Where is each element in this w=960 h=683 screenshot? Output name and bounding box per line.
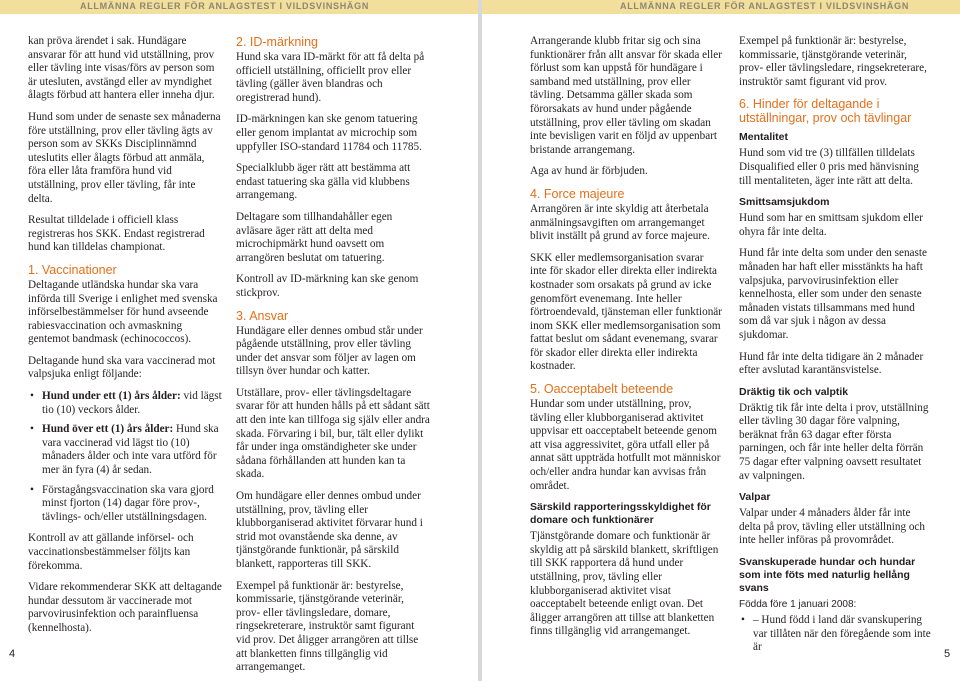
subheading-valpar: Valpar [739, 491, 771, 504]
paragraph: Dräktig tik får inte delta i prov, utställning eller tävling 30 dagar före valpning, beräknat från 63 dagar efter första parningen, och får inte heller delta förrän 75 dagar efter valpning oavsett resultatet av valpningen. [739, 401, 929, 482]
paragraph: Specialklubb äger rätt att bestämma att endast tatuering ska gälla vid klubbens arrangemang. [236, 162, 411, 202]
paragraph: Hund får inte delta som under den senaste månaden har haft eller misstänkts ha haft valpsjuka, parvovirusinfektion eller kennelhosta, eller som under den senaste månaden vistats tillsammans med hund som då var sjuk i någon av dessa sjukdomar. [739, 247, 927, 341]
paragraph: Arrangerande klubb fritar sig och sina funktionärer från allt ansvar för skada eller förlust som kan uppstå för hundägare i samband med utställning, prov eller tävling. Detsamma gäller skada som förorsakats av hund under pågående utställning, prov eller tävling om skadan inte bevisligen varit en följd av uppenbart bristande arrangemang. [530, 35, 722, 156]
list-item [28, 390, 222, 417]
paragraph: Hund som under de senaste sex månaderna före utställning, prov eller tävling ägts av person som av SKKs Disciplinnämnd uteslutits eller ålagts förbud att anmäla, föra eller låta framföra hund vid utställning, prov eller tävling, får inte delta. [28, 110, 221, 205]
paragraph: Vidare rekommenderar SKK att deltagande hundar dessutom är vaccinerade mot parvovirusinfektion och parainfluensa (kennelhosta). [28, 581, 222, 634]
paragraph: Hundar som under utställning, prov, tävling eller klubborganiserad aktivitet uppvisar ett oacceptabelt beteende genom att visa aggressivitet, göra utfall eller på annat sätt uppträda hotfullt mot människor och/eller andra hundar kan avvisas från området. [530, 398, 721, 492]
paragraph: Hund som vid tre (3) tillfällen tilldelats Disqualified eller 0 pris med hänvisning till mentaliteten, äger inte rätt att delta. [739, 147, 919, 187]
paragraph: Tjänstgörande domare och funktionär är skyldig att på särskild blankett, skriftligen till SKK rapportera då hund under utställning, prov, tävling eller klubborganiserad aktivitet visat oacceptabelt beteende enligt ovan. Det åligger arrangören att tillse att blanketten finns tillgänglig vid arrangemanget. [530, 530, 719, 638]
page-spine [478, 0, 482, 681]
bullet-icon: • [30, 390, 34, 403]
paragraph: ID-märkningen kan ske genom tatuering eller genom implantat av microchip som uppfyller ISO-standard 11784 och 11785. [236, 113, 422, 153]
list-item-text: vid lägst tio (10) veckors ålder. [42, 390, 222, 416]
section-heading-hinder: 6. Hinder för deltagande i utställningar, prov och tävlingar [739, 97, 912, 126]
paragraph: Resultat tilldelade i officiell klass registreras hos SKK. Endast registrerad hund kan tilldelas championat. [28, 214, 205, 254]
sub-caption: Födda före 1 januari 2008: [739, 599, 857, 611]
running-header-right: ALLMÄNNA REGLER FÖR ANLAGSTEST I VILDSVINSHÄGN [620, 1, 910, 11]
subheading-svanskuperade: Svanskuperade hundar och hundar som inte föts med naturlig hellång svans [739, 556, 916, 595]
paragraph: Hund som har en smittsam sjukdom eller ohyra får inte delta. [739, 212, 923, 238]
page-number-right: 5 [944, 648, 951, 660]
section-heading-force-majeure: 4. Force majeure [530, 186, 625, 201]
bullet-icon: • [30, 483, 34, 496]
list-item-label: Hund över ett (1) års ålder: [42, 423, 174, 436]
list-item [28, 423, 222, 477]
paragraph: Exempel på funktionär är: bestyrelse, kommissarie, tjänstgörande veterinär, prov- eller tävlingsledare, domare, ringsekreterare, instruktör samt figurant vid prov. Det åligger arrangören att tillse att blanketten finns tillgänglig vid arrangemanget. [236, 579, 419, 674]
section-heading-vaccinationer: 1. Vaccinationer [28, 262, 117, 277]
subheading-mentalitet: Mentalitet [739, 131, 789, 144]
paragraph: Om hundägare eller dennes ombud under utställning, prov, tävling eller klubborganiserad aktivitet förvarar hund i strid mot ovanstående ska denne, av tjänstgörande funktionär, på särskild blankett, rapporteras till SKK. [236, 490, 423, 570]
section-heading-ansvar: 3. Ansvar [236, 308, 289, 323]
paragraph: Deltagande utländska hundar ska vara införda till Sverige i enlighet med svenska införselbestämmelser för hund avseende rabiesvaccination och avmaskning gentemot bandmask (echinococcos). [28, 278, 218, 346]
paragraph: Arrangören är inte skyldig att återbetala anmälningsavgiften om arrangemanget blivit inställt på grund av force majeure. [530, 202, 710, 243]
paragraph: Hundägare eller dennes ombud står under pågående utställning, prov eller tävling under det ansvar som följer av lagen om tillsyn över hundar och katter. [236, 324, 423, 378]
list-item-text: Förstagångsvaccination ska vara gjord minst fjorton (14) dagar före prov-, tävlings- och/eller utställningsdagen. [42, 483, 214, 523]
bullet-icon: • [30, 423, 34, 436]
list-item-label: Hund under ett (1) års ålder: [42, 390, 181, 403]
subheading-rapporteringsskyldighet: Särskild rapporteringsskyldighet för domare och funktionärer [530, 501, 711, 527]
section-heading-id-markning: 2. ID-märkning [236, 35, 318, 49]
section-heading-oacceptabelt-beteende: 5. Oacceptabelt beteende [530, 382, 674, 397]
list-item-text: – Hund född i land där svanskupering var tillåten när den föregående som inte är [753, 614, 931, 654]
vaccination-list [28, 390, 222, 524]
paragraph: Kontroll av att gällande införsel- och vaccinationsbestämmelser följts kan förekomma. [28, 532, 194, 572]
list-item [28, 484, 222, 525]
list-item-text: Hund ska vara vaccinerad vid lägst tio (10) månaders ålder och inte vara utförd för mer än fyra (4) år sedan. [42, 423, 219, 477]
paragraph: Deltagande hund ska vara vaccinerad mot valpsjuka enligt följande: [28, 354, 216, 381]
paragraph: Hund ska vara ID-märkt för att få delta på officiell utställning, officiellt prov eller tävling (gäller även blandras och oregistrerad hund). [236, 51, 425, 104]
paragraph: Kontroll av ID-märkning kan ske genom stickprov. [236, 273, 419, 299]
subheading-draktig-tik: Dräktig tik och valptik [739, 385, 849, 398]
paragraph: kan pröva ärendet i sak. Hundägare ansvarar för att hund vid utställning, prov eller tävling inte visas/förs av person som är utesluten, avstängd eller av myndighet ålagts förbud att hantera eller inneha djur. [28, 35, 215, 102]
paragraph: SKK eller medlemsorganisation svarar inte för skador eller direkta eller indirekta kostnader som orsakats på grund av icke genomfört evenemang. Inte heller förtroendevald, tjänsteman eller funktionär inom SKK eller medlemsorganisation som fattat beslut om sådant evenemang, svarar för skador eller direkta eller indirekta kostnader. [530, 251, 722, 373]
paragraph: Deltagare som tillhandahåller egen avläsare äger rätt att delta med microchipmärkt hund oavsett om arrangören beslutat om tatuering. [236, 210, 393, 264]
running-header-left: ALLMÄNNA REGLER FÖR ANLAGSTEST I VILDSVINSHÄGN [80, 1, 370, 11]
paragraph: Valpar under 4 månaders ålder får inte delta på prov, tävling eller utställning och inte heller införas på provområdet. [739, 507, 925, 547]
paragraph: Utställare, prov- eller tävlingsdeltagare svarar för att hunden hålls på ett sådant sätt att den inte kan tillfoga sig själv eller andra skada. Förvaring i bil, bur, tält eller dylikt får under inga omständigheter ske under sådana förhållanden att hunden kan ta skada. [236, 386, 430, 481]
page-number-left: 4 [9, 648, 16, 660]
svans-list [739, 614, 933, 655]
paragraph: Exempel på funktionär är: bestyrelse, kommissarie, tjänstgörande veterinär, prov- eller tävlingsledare, ringsekreterare, instruktör samt figurant vid prov. [739, 35, 927, 88]
bullet-icon: • [741, 614, 745, 627]
subheading-smittsamsjukdom: Smittsamsjukdom [739, 196, 830, 209]
column-2 [236, 35, 430, 683]
column-4 [739, 35, 933, 663]
list-item [739, 614, 933, 655]
paragraph: Aga av hund är förbjuden. [530, 165, 648, 178]
paragraph: Hund får inte delta tidigare än 2 månader efter avslutad karantänsvistelse. [739, 350, 924, 377]
column-1 [28, 35, 222, 644]
column-3 [530, 35, 722, 647]
